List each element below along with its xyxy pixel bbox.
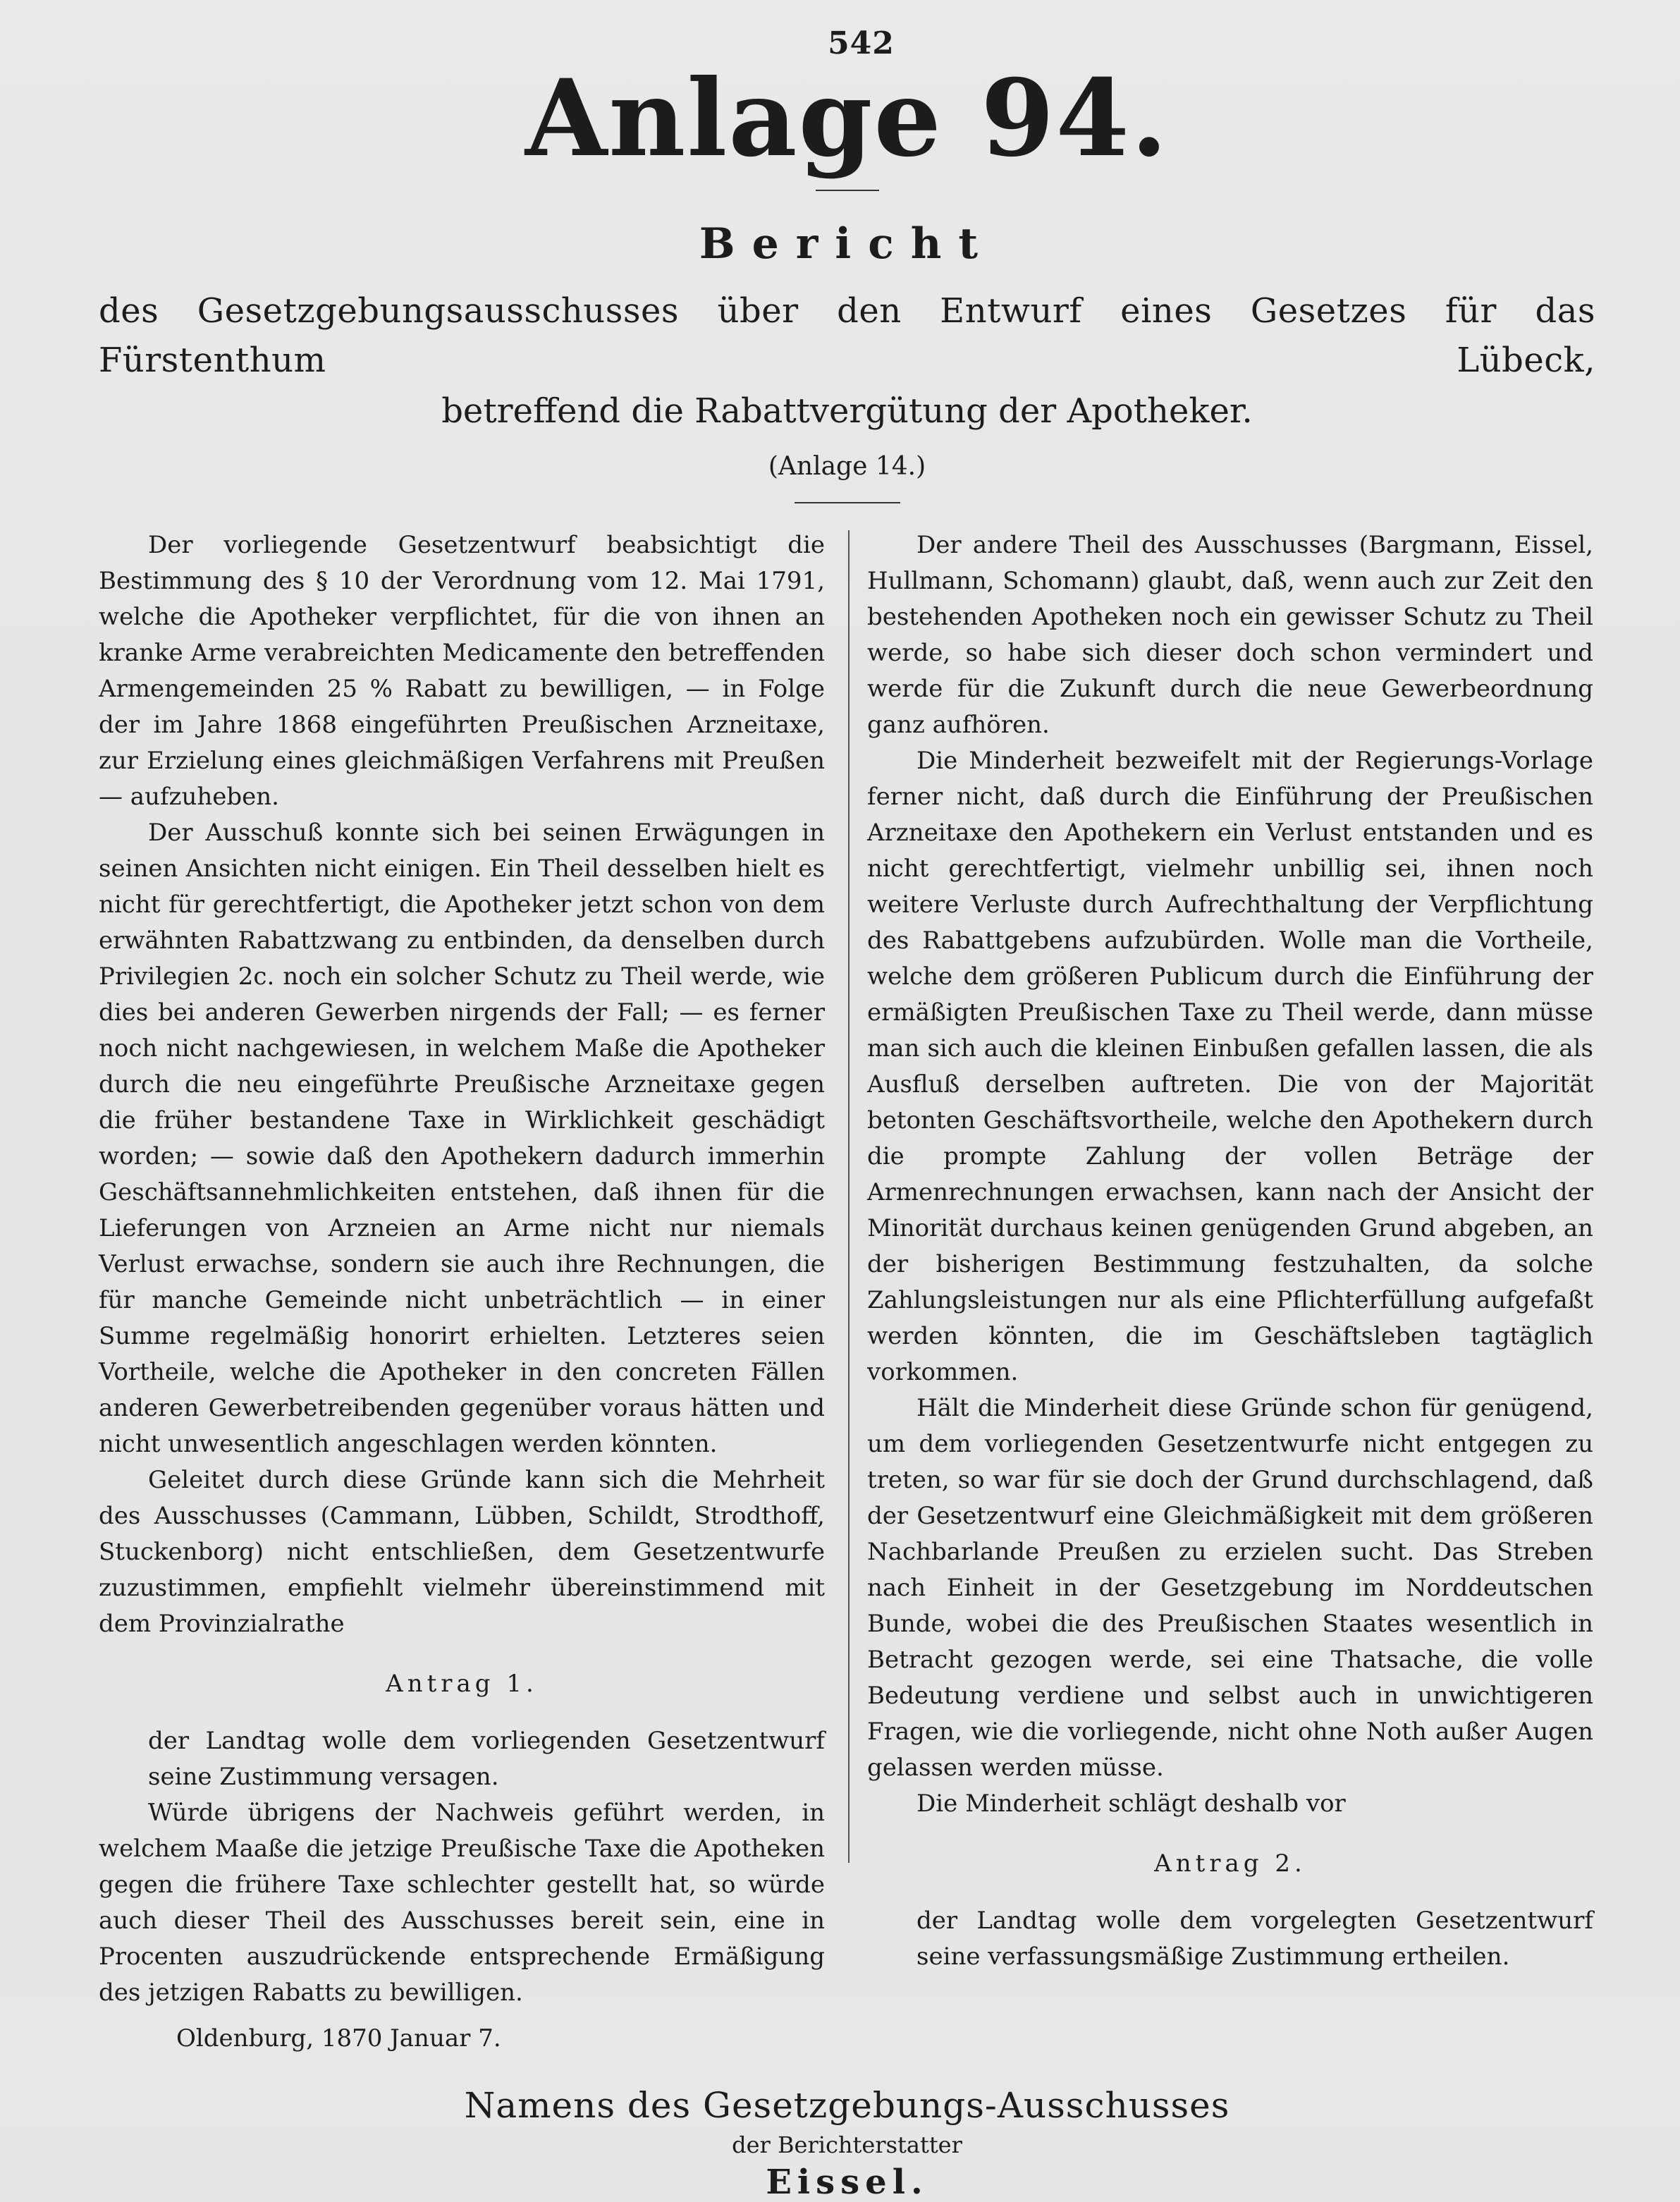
- annex-reference: (Anlage 14.): [768, 451, 926, 481]
- annex-title: Anlage 94.: [525, 56, 1170, 181]
- motion-1-title: Antrag 1.: [386, 1669, 538, 1698]
- page-number: 542: [828, 25, 895, 61]
- column-divider: [848, 530, 850, 1863]
- motion-1-text: der Landtag wolle dem vorliegenden Gesetzentwurf seine Zustimmung versagen.: [148, 1726, 825, 1791]
- paragraph: Der andere Theil des Ausschusses (Bargmann, Eissel, Hullmann, Schomann) glaubt, daß, wenn auch zur Zeit den bestehenden Apotheken noch ein gewisser Schutz zu Theil werde, so habe sich dieser doch schon vermindert und werde für die Zukunft durch die neue Gewerbeordnung ganz aufhören.: [867, 530, 1593, 739]
- rapporteur-label: der Berichterstatter: [732, 2131, 962, 2158]
- paragraph: Hält die Minderheit diese Gründe schon für genügend, um dem vorliegenden Gesetzentwurfe nicht entgegen zu treten, so war für sie doch der Grund durchschlagend, daß der Gesetzentwurf eine Gleichmäßigkeit mit dem größeren Nachbarlande Preußen zu erzielen sucht. Das Streben nach Einheit in der Gesetzgebung im Norddeutschen Bunde, wobei die des Preußischen Staates wesentlich in Betracht gezogen werde, sei eine Thatsache, die volle Bedeutung verdiene und selbst auch in unwichtigeren Fragen, wie die vorliegende, nicht ohne Noth außer Augen gelassen werden müsse.: [867, 1393, 1593, 1782]
- committee-name: Namens des Gesetzgebungs-Ausschusses: [464, 2084, 1230, 2126]
- place-date: Oldenburg, 1870 Januar 7.: [176, 2024, 501, 2053]
- body-columns: [99, 527, 1593, 2057]
- paragraph: Der vorliegende Gesetzentwurf beabsichtigt die Bestimmung des § 10 der Verordnung vom 12. Mai 1791, welche die Apotheker verpflichtet, für die von ihnen an kranke Arme verabreichten Medicamente den betreffenden Armengemeinden 25 % Rabatt zu bewilligen, — in Folge der im Jahre 1868 eingeführten Preußischen Arzneitaxe, zur Erzielung eines gleichmäßigen Verfahrens mit Preußen — aufzuheben.: [99, 530, 825, 811]
- left-column: [99, 527, 830, 2057]
- report-subject-line-2: betreffend die Rabattvergütung der Apotheker.: [441, 391, 1253, 432]
- title-divider: [816, 190, 879, 191]
- rapporteur-name: Eissel.: [766, 2162, 928, 2202]
- right-column: [867, 527, 1593, 2057]
- report-heading: Bericht: [699, 219, 995, 269]
- paragraph: Der Ausschuß konnte sich bei seinen Erwägungen in seinen Ansichten nicht einigen. Ein Theil desselben hielt es nicht für gerechtfertigt, die Apotheker jetzt schon von dem erwähnten Rabattzwang zu entbinden, da denselben durch Privilegien 2c. noch ein solcher Schutz zu Theil werde, wie dies bei anderen Gewerben nirgends der Fall; — es ferner noch nicht nachgewiesen, in welchem Maße die Apotheker durch die neu eingeführte Preußische Arzneitaxe gegen die früher bestandene Taxe in Wirklichkeit geschädigt worden; — sowie daß den Apothekern dadurch immerhin Geschäftsannehmlichkeiten entstehen, daß ihnen für die Lieferungen von Arzneien an Arme nicht nur niemals Verlust erwachse, sondern sie auch ihre Rechnungen, die für manche Gemeinde nicht unbeträchtlich — in einer Summe regelmäßig honorirt erhielten. Letzteres seien Vortheile, welche die Apotheker in den concreten Fällen anderen Gewerbetreibenden gegenüber voraus hätten und nicht unwesentlich angeschlagen werden könnten.: [99, 818, 825, 1458]
- paragraph: Die Minderheit bezweifelt mit der Regierungs-Vorlage ferner nicht, daß durch die Einführung der Preußischen Arzneitaxe den Apothekern ein Verlust entstanden und es nicht gerechtfertigt, vielmehr unbillig sei, ihnen noch weitere Verluste durch Aufrechthaltung der Verpflichtung des Rabattgebens aufzubürden. Wolle man die Vortheile, welche dem größeren Publicum durch die Einführung der ermäßigten Preußischen Taxe zu Theil werde, dann müsse man sich auch die kleinen Einbußen gefallen lassen, die als Ausfluß derselben auftreten. Die von der Majorität betonten Geschäftsvortheile, welche den Apothekern durch die prompte Zahlung der vollen Beträge der Armenrechnungen erwachsen, kann nach der Ansicht der Minorität durchaus keinen genügenden Grund abgeben, an der bisherigen Bestimmung festzuhalten, da solche Zahlungsleistungen nur als eine Pflichterfüllung aufgefaßt werden könnten, die im Geschäftsleben tagtäglich vorkommen.: [867, 746, 1593, 1386]
- paragraph: Die Minderheit schlägt deshalb vor: [916, 1789, 1346, 1818]
- paragraph: Geleitet durch diese Gründe kann sich die Mehrheit des Ausschusses (Cammann, Lübben, Schildt, Strodthoff, Stuckenborg) nicht entschließen, dem Gesetzentwurfe zuzustimmen, empfiehlt vielmehr übereinstimmend mit dem Provinzialrathe: [99, 1465, 825, 1638]
- closing-block: [99, 2085, 1595, 2202]
- report-subject-line-1: des Gesetzgebungsausschusses über den Entwurf eines Gesetzes für das Fürstenthum Lübeck,: [99, 291, 1595, 380]
- paragraph: Würde übrigens der Nachweis geführt werden, in welchem Maaße die jetzige Preußische Taxe die Apotheken gegen die frühere Taxe schlechter gestellt hat, so würde auch dieser Theil des Ausschusses bereit sein, eine in Procenten auszudrückende entsprechende Ermäßigung des jetzigen Rabatts zu bewilligen.: [99, 1798, 825, 2007]
- section-divider: [795, 502, 900, 503]
- motion-2-title: Antrag 2.: [1154, 1849, 1306, 1878]
- motion-2-text: der Landtag wolle dem vorgelegten Gesetzentwurf seine verfassungsmäßige Zustimmung ertheilen.: [916, 1906, 1593, 1971]
